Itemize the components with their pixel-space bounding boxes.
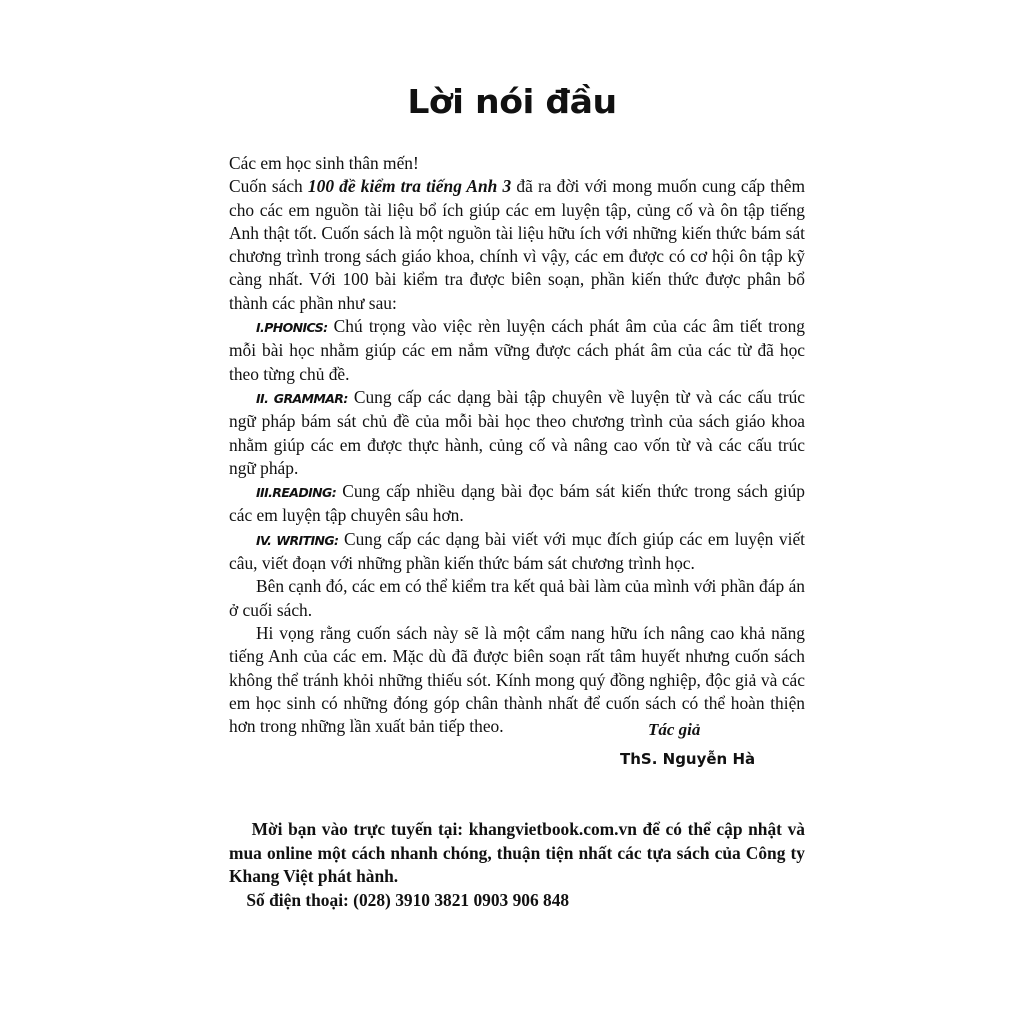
signature-name: ThS. Nguyễn Hà: [620, 750, 756, 768]
section-grammar: [229, 386, 805, 480]
section-label-writing: IV. WRITING:: [256, 532, 339, 548]
promo-paragraph: [229, 818, 805, 889]
book-title: 100 đề kiểm tra tiếng Anh 3: [307, 176, 512, 197]
section-label-grammar: II. GRAMMAR:: [256, 390, 348, 406]
section-label-reading: III.READING:: [256, 485, 337, 501]
page-title: Lời nói đầu: [407, 82, 617, 121]
section-writing: [229, 528, 805, 576]
intro-paragraph: [229, 175, 805, 315]
section-phonics: [229, 315, 805, 386]
promo-block: [229, 818, 805, 912]
answers-note-text: Bên cạnh đó, các em có thể kiểm tra kết quả bài làm của mình với phần đáp án ở cuối sách.: [229, 576, 805, 620]
section-text-writing: Cung cấp các dạng bài viết với mục đích giúp các em luyện viết câu, viết đoạn với những phần kiến thức bám sát chương trình học.: [229, 528, 805, 574]
section-label-phonics: I.PHONICS:: [256, 320, 328, 336]
phone-text: Số điện thoại: (028) 3910 3821 0903 906 848: [246, 889, 570, 910]
section-text-grammar: Cung cấp các dạng bài tập chuyên về luyện từ và các cấu trúc ngữ pháp bám sát chủ đề của mỗi bài học theo chương trình của sách giáo khoa nhằm giúp các em được thực hành, củng cố và nâng cao vốn từ và các cấu trúc ngữ pháp.: [229, 386, 805, 478]
promo-text: Mời bạn vào trực tuyến tại: khangvietbook.com.vn để có thể cập nhật và mua online một cách nhanh chóng, thuận tiện nhất các tựa sách của Công ty Khang Việt phát hành.: [229, 819, 805, 886]
greeting: [229, 152, 805, 175]
answers-note: [229, 575, 805, 622]
intro-after: đã ra đời với mong muốn cung cấp thêm cho các em nguồn tài liệu bổ ích giúp các em luyện tập, củng cố và ôn tập tiếng Anh thật tốt. Cuốn sách là một nguồn tài liệu hữu ích với những kiến thức bám sát chương trình trong sách giáo khoa, chính vì vậy, các em được có cơ hội ôn tập kỹ càng nhất. Với 100 bài kiểm tra được biên soạn, phần kiến thức được phân bổ thành các phần như sau:: [229, 176, 805, 313]
closing-paragraph: [229, 622, 805, 738]
signature-role: Tác giả: [648, 720, 701, 739]
section-text-reading: Cung cấp nhiều dạng bài đọc bám sát kiến thức trong sách giúp các em luyện tập chuyên sâu hơn.: [229, 481, 805, 526]
preface-body: [229, 152, 805, 738]
greeting-text: Các em học sinh thân mến!: [229, 153, 419, 173]
section-text-phonics: Chú trọng vào việc rèn luyện cách phát âm của các âm tiết trong mỗi bài học nhằm giúp các em nắm vững được cách phát âm của các từ đã học theo từng chủ đề.: [229, 316, 805, 384]
intro-before: Cuốn sách: [229, 176, 308, 197]
closing-text: Hi vọng rằng cuốn sách này sẽ là một cẩm nang hữu ích nâng cao khả năng tiếng Anh của các em. Mặc dù đã được biên soạn rất tâm huyết nhưng cuốn sách không thể tránh khỏi những thiếu sót. Kính mong quý đồng nghiệp, độc giả và các em học sinh có những đóng góp chân thành nhất để cuốn sách có thể hoàn thiện hơn trong những lần xuất bản tiếp theo.: [229, 622, 805, 737]
section-reading: [229, 480, 805, 528]
phone-line: [229, 889, 805, 913]
